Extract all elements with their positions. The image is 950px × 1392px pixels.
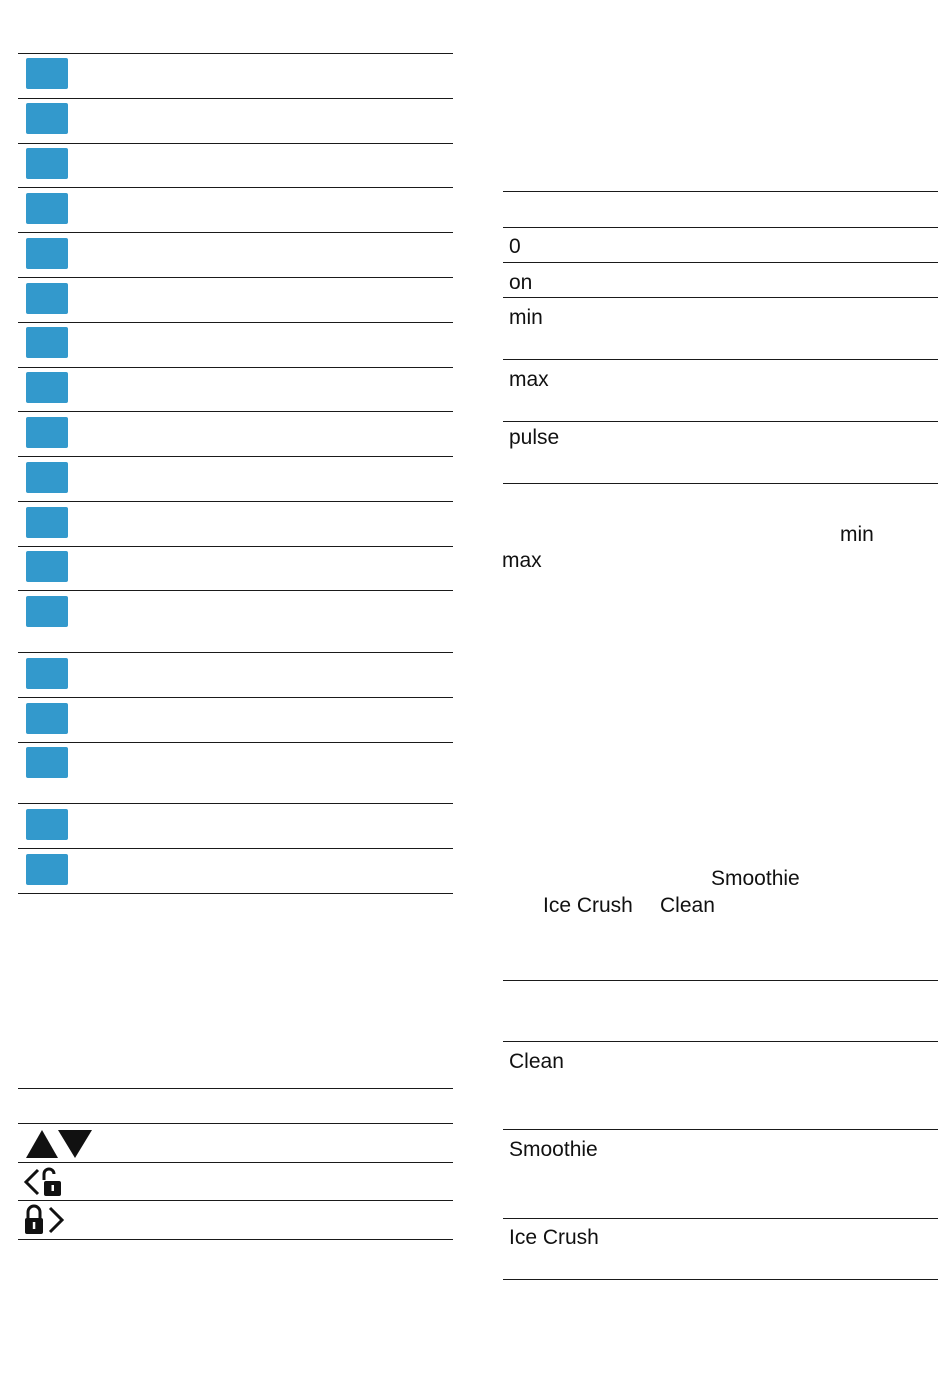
table-rule <box>18 590 453 591</box>
blue-badge-icon <box>26 193 68 224</box>
table-rule <box>18 456 453 457</box>
blue-badge-icon <box>26 703 68 734</box>
speed-label-zero: 0 <box>509 235 521 258</box>
body-word-clean: Clean <box>660 894 715 917</box>
blue-badge-icon <box>26 854 68 885</box>
table-rule <box>503 297 938 298</box>
blue-badge-icon <box>26 417 68 448</box>
table-rule <box>18 1162 453 1163</box>
blue-badge-icon <box>26 238 68 269</box>
table-rule <box>503 1041 938 1042</box>
speed-label-on: on <box>509 271 533 294</box>
table-rule <box>18 411 453 412</box>
table-rule <box>18 697 453 698</box>
table-rule <box>503 227 938 228</box>
table-rule <box>503 1218 938 1219</box>
table-rule <box>18 1088 453 1089</box>
table-rule <box>18 53 453 54</box>
blue-badge-icon <box>26 596 68 627</box>
table-rule <box>503 191 938 192</box>
table-rule <box>18 501 453 502</box>
speed-label-pulse: pulse <box>509 426 560 449</box>
table-rule <box>18 232 453 233</box>
blue-badge-icon <box>26 148 68 179</box>
table-rule <box>18 277 453 278</box>
table-rule <box>18 187 453 188</box>
table-rule <box>18 546 453 547</box>
program-label-clean: Clean <box>509 1050 564 1073</box>
blue-badge-icon <box>26 103 68 134</box>
blue-badge-icon <box>26 507 68 538</box>
table-rule <box>18 143 453 144</box>
table-rule <box>503 262 938 263</box>
lock-right-icon <box>22 1204 68 1236</box>
program-label-smoothie: Smoothie <box>509 1138 598 1161</box>
blue-badge-icon <box>26 283 68 314</box>
body-word-min: min <box>840 523 874 546</box>
table-rule <box>503 421 938 422</box>
table-rule <box>18 367 453 368</box>
unlock-left-icon <box>22 1166 66 1198</box>
speed-label-min: min <box>509 306 543 329</box>
blue-badge-icon <box>26 551 68 582</box>
blue-badge-icon <box>26 372 68 403</box>
table-rule <box>18 848 453 849</box>
blue-badge-icon <box>26 809 68 840</box>
table-rule <box>503 980 938 981</box>
table-rule <box>18 1239 453 1240</box>
table-rule <box>503 1279 938 1280</box>
body-word-smoothie: Smoothie <box>711 867 800 890</box>
table-rule <box>18 803 453 804</box>
blue-badge-icon <box>26 658 68 689</box>
table-rule <box>18 1123 453 1124</box>
table-rule <box>503 483 938 484</box>
blue-badge-icon <box>26 747 68 778</box>
table-rule <box>18 893 453 894</box>
body-word-max: max <box>502 549 542 572</box>
blue-badge-icon <box>26 58 68 89</box>
table-rule <box>18 1200 453 1201</box>
table-rule <box>18 652 453 653</box>
speed-label-max: max <box>509 368 549 391</box>
program-label-ice-crush: Ice Crush <box>509 1226 599 1249</box>
body-word-ice-crush: Ice Crush <box>543 894 633 917</box>
blue-badge-icon <box>26 462 68 493</box>
table-rule <box>503 1129 938 1130</box>
table-rule <box>18 322 453 323</box>
up-down-triangles-icon <box>24 1128 94 1160</box>
table-rule <box>18 98 453 99</box>
table-rule <box>18 742 453 743</box>
table-rule <box>503 359 938 360</box>
blue-badge-icon <box>26 327 68 358</box>
